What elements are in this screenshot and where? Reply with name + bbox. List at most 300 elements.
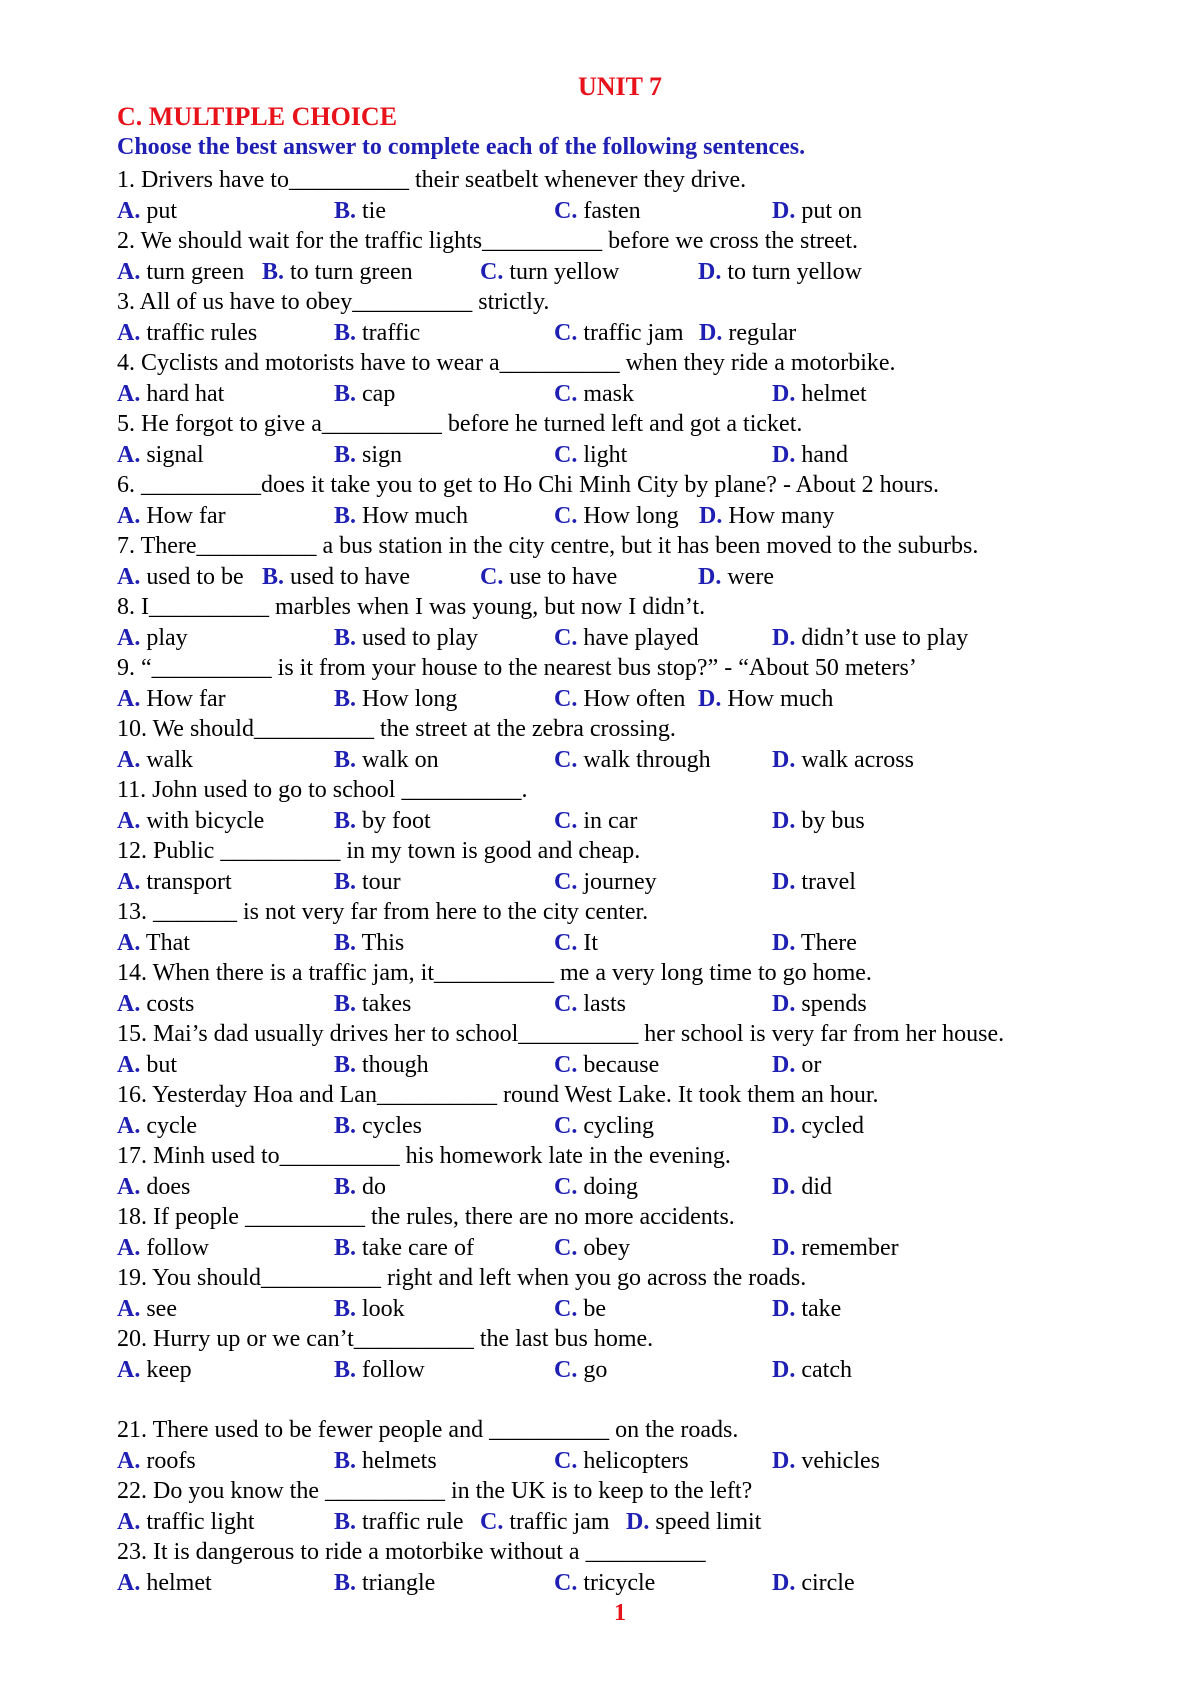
option-d[interactable] [772, 1233, 899, 1263]
option-a[interactable] [117, 1050, 177, 1080]
option-letter: C. [554, 319, 578, 346]
option-b[interactable] [334, 1050, 429, 1080]
option-text: doing [577, 1173, 639, 1200]
option-letter: D. [772, 197, 796, 224]
question-text: 19. You should__________ right and left when you go across the roads. [117, 1265, 807, 1291]
option-text: used to be [140, 563, 244, 590]
option-b[interactable] [334, 1355, 425, 1385]
question-item [117, 775, 1177, 836]
option-letter: D. [772, 1051, 796, 1078]
option-text: by foot [356, 807, 431, 834]
option-letter: A. [117, 929, 141, 956]
option-letter: A. [117, 1051, 141, 1078]
question-text: 12. Public __________ in my town is good and cheap. [117, 838, 641, 864]
option-letter: B. [334, 197, 357, 224]
option-letter: C. [554, 1051, 578, 1078]
option-a[interactable] [117, 623, 188, 653]
option-d[interactable] [772, 1050, 821, 1080]
section-title: C. MULTIPLE CHOICE [117, 102, 398, 131]
option-text: circle [795, 1569, 855, 1596]
option-text: mask [577, 380, 635, 407]
option-a[interactable] [117, 318, 257, 348]
option-letter: B. [334, 990, 357, 1017]
option-text: hand [795, 441, 848, 468]
option-d[interactable] [772, 1172, 832, 1202]
question-text: 16. Yesterday Hoa and Lan__________ round West Lake. It took them an hour. [117, 1082, 879, 1108]
option-text: with bicycle [140, 807, 265, 834]
option-letter: B. [334, 868, 357, 895]
option-d[interactable] [772, 1294, 841, 1324]
option-a[interactable] [117, 989, 194, 1019]
option-text: journey [577, 868, 657, 895]
option-b[interactable] [334, 623, 478, 653]
option-letter: B. [334, 624, 357, 651]
option-a[interactable] [117, 867, 232, 897]
option-letter: D. [772, 868, 796, 895]
option-letter: A. [117, 1508, 141, 1535]
option-letter: C. [554, 1569, 578, 1596]
question-item [117, 592, 1177, 653]
option-letter: B. [334, 1447, 357, 1474]
option-d[interactable] [772, 440, 848, 470]
option-letter: C. [554, 807, 578, 834]
option-d[interactable] [772, 806, 865, 836]
answer-options [117, 867, 1177, 898]
option-letter: C. [554, 380, 578, 407]
option-text: hard hat [140, 380, 225, 407]
option-text: play [140, 624, 188, 651]
option-letter: D. [772, 1112, 796, 1139]
option-letter: B. [334, 1295, 357, 1322]
option-a[interactable] [117, 1568, 212, 1598]
option-b[interactable] [334, 806, 431, 836]
option-text: do [356, 1173, 387, 1200]
option-a[interactable] [117, 440, 204, 470]
question-text: 4. Cyclists and motorists have to wear a__________ when they ride a motorbike. [117, 350, 896, 376]
option-letter: B. [334, 1234, 357, 1261]
option-text: did [795, 1173, 833, 1200]
option-letter: A. [117, 197, 141, 224]
option-text: lasts [577, 990, 627, 1017]
option-letter: D. [772, 1356, 796, 1383]
question-text: 2. We should wait for the traffic lights__________ before we cross the street. [117, 228, 858, 254]
option-c[interactable] [554, 379, 634, 409]
option-text: by bus [795, 807, 865, 834]
option-text: keep [140, 1356, 192, 1383]
option-a[interactable] [117, 1446, 196, 1476]
option-text: or [795, 1051, 822, 1078]
option-b[interactable] [334, 1172, 386, 1202]
option-a[interactable] [117, 1507, 255, 1537]
option-c[interactable] [554, 928, 598, 958]
option-letter: B. [334, 319, 357, 346]
option-letter: B. [334, 1569, 357, 1596]
option-letter: C. [480, 258, 504, 285]
answer-options [117, 1355, 1177, 1386]
option-a[interactable] [117, 257, 244, 287]
option-text: be [577, 1295, 606, 1322]
option-a[interactable] [117, 1172, 190, 1202]
question-item [117, 653, 1177, 714]
option-text: triangle [356, 1569, 436, 1596]
option-letter: D. [698, 563, 722, 590]
option-text: because [577, 1051, 660, 1078]
option-c[interactable] [554, 440, 627, 470]
option-text: How far [140, 685, 226, 712]
option-b[interactable] [334, 1111, 422, 1141]
option-letter: C. [554, 1295, 578, 1322]
question-item [117, 348, 1177, 409]
option-b[interactable] [334, 1568, 435, 1598]
answer-options [117, 684, 1177, 715]
option-c[interactable] [480, 562, 617, 592]
question-text: 22. Do you know the __________ in the UK is to keep to the left? [117, 1478, 753, 1504]
option-c[interactable] [554, 1355, 607, 1385]
option-letter: C. [554, 441, 578, 468]
option-d[interactable] [626, 1507, 761, 1537]
question-item [117, 409, 1177, 470]
option-letter: D. [772, 1234, 796, 1261]
option-a[interactable] [117, 1233, 209, 1263]
answer-options [117, 379, 1177, 410]
option-text: This [356, 929, 405, 956]
option-b[interactable] [334, 196, 386, 226]
option-c[interactable] [554, 1294, 606, 1324]
question-item [117, 1263, 1177, 1324]
option-a[interactable] [117, 562, 244, 592]
option-letter: C. [480, 563, 504, 590]
option-d[interactable] [772, 1568, 855, 1598]
option-c[interactable] [554, 1111, 654, 1141]
option-d[interactable] [772, 379, 867, 409]
answer-options [117, 1233, 1177, 1264]
option-text: walk through [577, 746, 711, 773]
option-text: didn’t use to play [795, 624, 969, 651]
option-text: signal [140, 441, 204, 468]
option-text: transport [140, 868, 232, 895]
option-letter: A. [117, 1112, 141, 1139]
option-letter: A. [117, 1295, 141, 1322]
option-letter: B. [334, 441, 357, 468]
option-text: turn yellow [503, 258, 620, 285]
option-text: take care of [356, 1234, 474, 1261]
option-letter: A. [117, 441, 141, 468]
option-letter: D. [772, 990, 796, 1017]
option-a[interactable] [117, 1355, 192, 1385]
option-text: There [795, 929, 857, 956]
option-text: sign [356, 441, 403, 468]
option-text: look [356, 1295, 405, 1322]
option-text: use to have [503, 563, 618, 590]
option-text: used to have [284, 563, 410, 590]
option-d[interactable] [699, 501, 834, 531]
option-text: traffic rule [356, 1508, 464, 1535]
option-b[interactable] [334, 1233, 474, 1263]
option-letter: B. [334, 929, 357, 956]
option-b[interactable] [334, 501, 468, 531]
option-letter: C. [480, 1508, 504, 1535]
question-text: 18. If people __________ the rules, there are no more accidents. [117, 1204, 735, 1230]
option-b[interactable] [334, 928, 404, 958]
option-d[interactable] [772, 1446, 880, 1476]
question-text: 11. John used to go to school __________. [117, 777, 528, 803]
option-text: costs [140, 990, 195, 1017]
option-c[interactable] [554, 623, 699, 653]
option-b[interactable] [334, 1507, 464, 1537]
option-c[interactable] [480, 1507, 610, 1537]
option-text: takes [356, 990, 412, 1017]
option-text: cycle [140, 1112, 197, 1139]
option-letter: D. [772, 1447, 796, 1474]
option-text: follow [140, 1234, 210, 1261]
option-letter: A. [117, 868, 141, 895]
option-d[interactable] [698, 257, 862, 287]
answer-options [117, 989, 1177, 1020]
option-letter: C. [554, 1356, 578, 1383]
question-item [117, 1080, 1177, 1141]
option-a[interactable] [117, 928, 190, 958]
answer-options [117, 562, 1177, 593]
option-text: traffic light [140, 1508, 255, 1535]
option-b[interactable] [334, 745, 439, 775]
option-letter: D. [699, 502, 723, 529]
option-letter: B. [334, 1112, 357, 1139]
option-text: speed limit [649, 1508, 762, 1535]
option-text: cycles [356, 1112, 422, 1139]
option-a[interactable] [117, 1294, 177, 1324]
option-d[interactable] [698, 562, 774, 592]
option-d[interactable] [772, 867, 856, 897]
option-letter: D. [772, 1569, 796, 1596]
option-letter: A. [117, 685, 141, 712]
option-text: vehicles [795, 1447, 880, 1474]
option-c[interactable] [480, 257, 619, 287]
option-text: How often [577, 685, 686, 712]
option-text: see [140, 1295, 177, 1322]
option-b[interactable] [334, 379, 395, 409]
answer-options [117, 1050, 1177, 1081]
option-text: traffic [356, 319, 421, 346]
option-letter: A. [117, 624, 141, 651]
option-b[interactable] [334, 989, 411, 1019]
option-text: turn green [140, 258, 245, 285]
option-text: tour [356, 868, 401, 895]
answer-options [117, 318, 1177, 349]
option-text: fasten [577, 197, 641, 224]
answer-options [117, 1568, 1177, 1599]
option-text: go [577, 1356, 608, 1383]
option-b[interactable] [334, 867, 401, 897]
option-text: have played [577, 624, 699, 651]
option-a[interactable] [117, 684, 226, 714]
option-c[interactable] [554, 745, 711, 775]
answer-options [117, 501, 1177, 532]
option-letter: A. [117, 1173, 141, 1200]
option-text: cycling [577, 1112, 654, 1139]
option-letter: B. [334, 746, 357, 773]
option-a[interactable] [117, 379, 224, 409]
option-text: put [140, 197, 178, 224]
option-letter: C. [554, 1447, 578, 1474]
option-b[interactable] [262, 257, 413, 287]
question-item [117, 1324, 1177, 1385]
option-letter: B. [262, 563, 285, 590]
option-text: take [795, 1295, 842, 1322]
option-d[interactable] [772, 745, 914, 775]
option-text: though [356, 1051, 429, 1078]
option-letter: C. [554, 685, 578, 712]
option-text: cycled [795, 1112, 864, 1139]
option-a[interactable] [117, 745, 193, 775]
option-text: That [140, 929, 190, 956]
option-text: put on [795, 197, 863, 224]
question-text: 7. There__________ a bus station in the city centre, but it has been moved to the suburbs. [117, 533, 979, 559]
option-b[interactable] [334, 1294, 405, 1324]
option-c[interactable] [554, 684, 685, 714]
option-text: How far [140, 502, 226, 529]
option-letter: B. [334, 380, 357, 407]
option-letter: A. [117, 1447, 141, 1474]
answer-options [117, 745, 1177, 776]
option-letter: D. [772, 746, 796, 773]
option-text: catch [795, 1356, 852, 1383]
option-letter: A. [117, 380, 141, 407]
option-c[interactable] [554, 867, 657, 897]
option-text: traffic jam [503, 1508, 610, 1535]
answer-options [117, 928, 1177, 959]
option-letter: D. [772, 1173, 796, 1200]
option-d[interactable] [772, 928, 857, 958]
question-item [117, 165, 1177, 226]
option-letter: B. [334, 1051, 357, 1078]
option-d[interactable] [699, 318, 796, 348]
option-letter: B. [334, 1173, 357, 1200]
option-letter: C. [554, 1173, 578, 1200]
option-d[interactable] [772, 196, 862, 226]
option-letter: D. [772, 1295, 796, 1322]
option-text: cap [356, 380, 396, 407]
question-item [117, 1141, 1177, 1202]
option-letter: B. [334, 685, 357, 712]
option-text: follow [356, 1356, 425, 1383]
question-item [117, 287, 1177, 348]
option-b[interactable] [334, 684, 457, 714]
question-text: 10. We should__________ the street at the zebra crossing. [117, 716, 676, 742]
option-text: helmets [356, 1447, 437, 1474]
option-letter: B. [334, 1508, 357, 1535]
option-letter: C. [554, 1234, 578, 1261]
option-letter: A. [117, 807, 141, 834]
option-d[interactable] [698, 684, 833, 714]
option-d[interactable] [772, 1111, 864, 1141]
question-item [117, 1537, 1177, 1598]
option-a[interactable] [117, 196, 177, 226]
option-letter: C. [554, 197, 578, 224]
option-text: walk on [356, 746, 439, 773]
option-c[interactable] [554, 1172, 638, 1202]
option-text: spends [795, 990, 867, 1017]
question-text: 5. He forgot to give a__________ before he turned left and got a ticket. [117, 411, 803, 437]
option-text: walk across [795, 746, 914, 773]
answer-options [117, 806, 1177, 837]
option-letter: D. [772, 624, 796, 651]
option-text: How much [356, 502, 468, 529]
option-c[interactable] [554, 989, 626, 1019]
option-text: remember [795, 1234, 899, 1261]
option-c[interactable] [554, 501, 679, 531]
option-letter: B. [334, 807, 357, 834]
option-text: tricycle [577, 1569, 656, 1596]
option-letter: C. [554, 990, 578, 1017]
option-b[interactable] [334, 318, 420, 348]
option-b[interactable] [334, 440, 402, 470]
option-text: regular [722, 319, 797, 346]
option-text: does [140, 1173, 191, 1200]
option-letter: B. [334, 1356, 357, 1383]
option-d[interactable] [772, 989, 867, 1019]
option-text: roofs [140, 1447, 196, 1474]
option-text: How long [577, 502, 679, 529]
option-text: to turn green [284, 258, 413, 285]
option-text: How many [722, 502, 835, 529]
answer-options [117, 1446, 1177, 1477]
option-letter: D. [772, 807, 796, 834]
answer-options [117, 257, 1177, 288]
option-b[interactable] [262, 562, 410, 592]
option-c[interactable] [554, 1568, 655, 1598]
question-item [117, 470, 1177, 531]
option-text: How long [356, 685, 458, 712]
question-text: 6. __________does it take you to get to Ho Chi Minh City by plane? - About 2 hours. [117, 472, 939, 498]
option-c[interactable] [554, 318, 684, 348]
option-c[interactable] [554, 806, 637, 836]
option-letter: A. [117, 502, 141, 529]
question-item [117, 714, 1177, 775]
option-letter: D. [699, 319, 723, 346]
question-item [117, 897, 1177, 958]
option-a[interactable] [117, 1111, 197, 1141]
answer-options [117, 1172, 1177, 1203]
option-d[interactable] [772, 623, 968, 653]
option-d[interactable] [772, 1355, 852, 1385]
question-item [117, 1019, 1177, 1080]
option-letter: A. [117, 746, 141, 773]
option-c[interactable] [554, 196, 641, 226]
question-text: 13. _______ is not very far from here to the city center. [117, 899, 649, 925]
option-text: travel [795, 868, 856, 895]
option-text: to turn yellow [721, 258, 862, 285]
option-c[interactable] [554, 1233, 630, 1263]
option-letter: A. [117, 990, 141, 1017]
question-text: 1. Drivers have to__________ their seatbelt whenever they drive. [117, 167, 747, 193]
option-letter: A. [117, 258, 141, 285]
option-letter: A. [117, 563, 141, 590]
option-c[interactable] [554, 1050, 659, 1080]
option-letter: A. [117, 1356, 141, 1383]
option-a[interactable] [117, 806, 264, 836]
answer-options [117, 623, 1177, 654]
question-text: 3. All of us have to obey__________ strictly. [117, 289, 550, 315]
option-a[interactable] [117, 501, 226, 531]
option-b[interactable] [334, 1446, 437, 1476]
unit-title: UNIT 7 [577, 72, 663, 101]
option-letter: A. [117, 319, 141, 346]
option-text: but [140, 1051, 178, 1078]
question-text: 8. I__________ marbles when I was young, but now I didn’t. [117, 594, 706, 620]
question-item [117, 531, 1177, 592]
question-item [117, 1415, 1177, 1476]
option-c[interactable] [554, 1446, 689, 1476]
